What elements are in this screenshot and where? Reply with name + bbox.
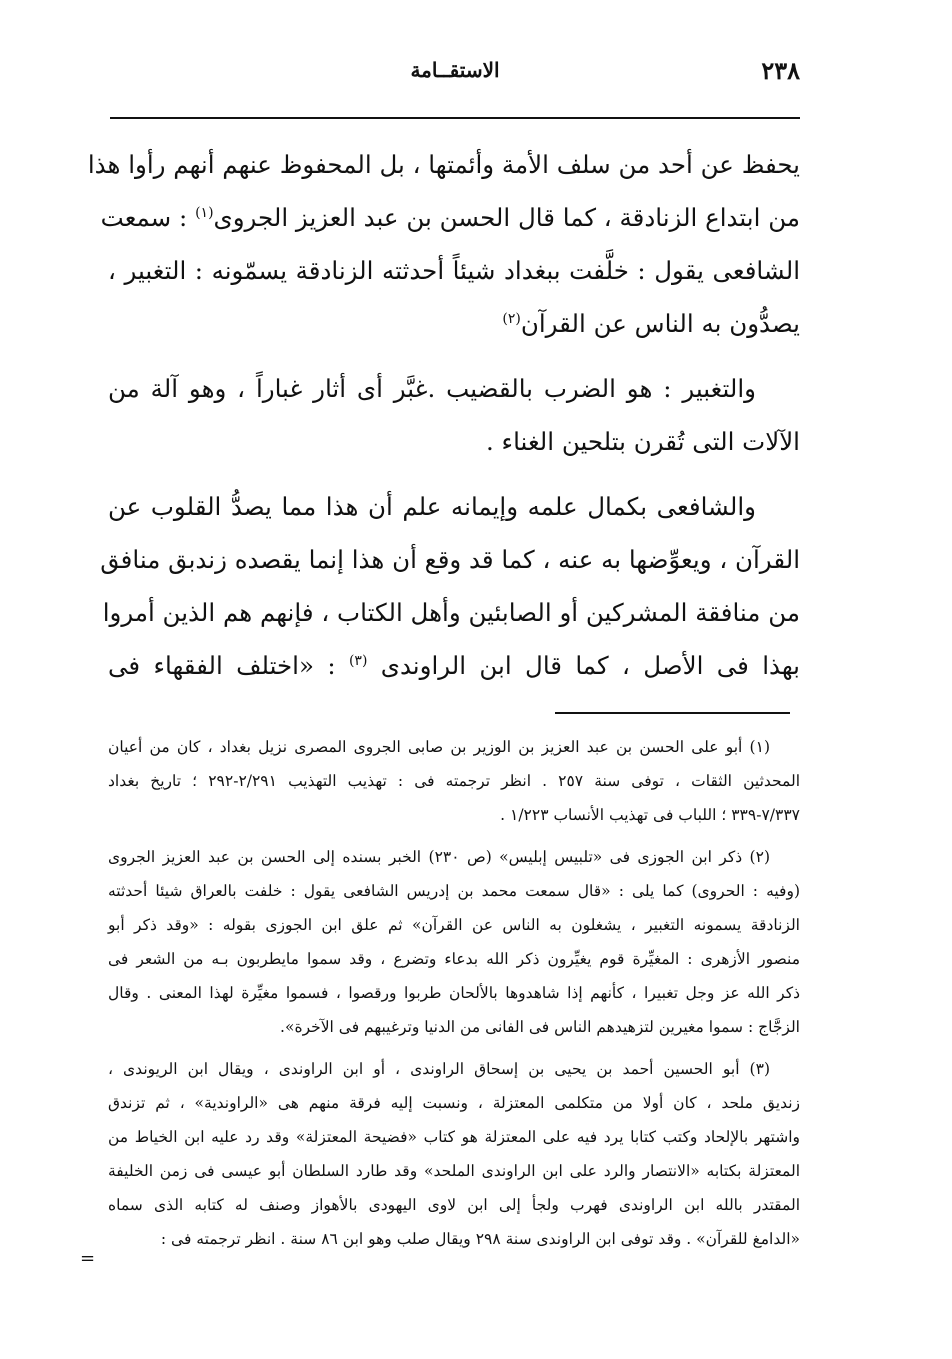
paragraph-2 bbox=[108, 362, 800, 468]
footnote-line: واشتهر بالإلحاد وكتب كتابا يرد فيه على المعتزلة هو كتاب «فضيحة المعتزلة» وقد رد عليه ابن الخياط من bbox=[108, 1128, 800, 1146]
footnote-2 bbox=[108, 840, 800, 1044]
footnotes bbox=[108, 730, 800, 1256]
text-line: من منافقة المشركين أو الصابئين وأهل الكتاب ، فإنهم هم الذين أمروا bbox=[102, 598, 800, 627]
text-line: والشافعى بكمال علمه وإيمانه علم أن هذا مما يصدُّ القلوب عن bbox=[108, 492, 756, 521]
paragraph-3 bbox=[100, 480, 800, 692]
text-line: الآلات التى تُقرن بتلحين الغناء . bbox=[485, 427, 800, 456]
footnote-line: ذكر الله عز وجل تغبيرا ، كأنهم إذا شاهدوها بالألحان طربوا ورقصوا ، فسموا مغيِّرة لهذا المعنى . وقال bbox=[108, 984, 800, 1002]
footnote-ref-2: (٢) bbox=[502, 310, 521, 327]
footnote-ref-1: (١) bbox=[195, 204, 214, 221]
footnote-line: (٣) أبو الحسين أحمد بن يحيى بن إسحاق الراوندى ، أو ابن الراوندى ، ويقال ابن الريوندى ، bbox=[108, 1060, 770, 1078]
text-line: يحفظ عن أحد من سلف الأمة وأئمتها ، بل المحفوظ عنهم أنهم رأوا هذا bbox=[87, 150, 800, 179]
text-segment: يصدُّون به الناس عن القرآن bbox=[520, 309, 800, 338]
footnote-line: الزجَّاج : سموا مغيرين لتزهيدهم الناس فى الفانى من الدنيا وترغيبهم فى الآخرة». bbox=[280, 1018, 800, 1036]
footnote-line: زنديق ملحد ، كان أولا من متكلمى المعتزلة ، ونسبت إليه فرقة منهم هى «الراوندية» ، ثم تزندق bbox=[108, 1094, 800, 1112]
text-segment: : سمعت bbox=[100, 203, 188, 232]
running-title: الاستقــامة bbox=[410, 58, 500, 82]
footnote-line: (٢) ذكر ابن الجوزى فى «تلبيس إبليس» (ص ٢٣٠) الخبر بسنده إلى الحسن بن عبد العزيز الجروى bbox=[108, 848, 770, 866]
footnote-line: (وفيه : الحروى) كما يلى : «قال سمعت محمد بن إدريس الشافعى يقول : خلفت بالعراق شيئا أحدثته bbox=[108, 882, 800, 900]
text-line bbox=[108, 297, 800, 350]
text-line bbox=[108, 639, 800, 692]
footnote-line: المعتزلة بكتابه «الانتصار والرد على ابن الراوندى الملحد» وقد طارد السلطان أبو عيسى فى زمن الخليفة bbox=[108, 1162, 800, 1180]
footnote-separator bbox=[555, 712, 790, 714]
text-segment: من ابتداع الزنادقة ، كما قال الحسن بن عبد العزيز الجروى bbox=[213, 203, 800, 232]
footnote-ref-3: (٣) bbox=[348, 652, 368, 669]
footnote-line: المحدثين الثقات ، توفى سنة ٢٥٧ . انظر ترجمته فى : تهذيب التهذيب ٢/٢٩١-٢٩٢ ؛ تاريخ بغداد bbox=[108, 772, 801, 790]
text-segment: : «اختلف الفقهاء فى bbox=[108, 651, 336, 680]
footnote-1 bbox=[108, 730, 800, 832]
text-line bbox=[100, 191, 800, 244]
footnote-line: (١) أبو على الحسن بن عبد العزيز بن الوزير بن صابى الجروى المصرى نزيل بغداد ، كان من أعيان bbox=[108, 738, 770, 756]
text-segment: بهذا فى الأصل ، كما قال ابن الراوندى bbox=[380, 651, 800, 680]
text-line: القرآن ، ويعوِّضها به عنه ، كما قد وقع أن هذا إنما يقصده زندبق منافق bbox=[100, 545, 800, 574]
footnote-line: الزنادقة يسمونه التغبير ، يشغلون به الناس عن القرآن» ثم علق ابن الجوزى بقوله : «وقد ذكر أبو bbox=[108, 916, 800, 934]
footnote-line: «الدامغ للقرآن» . وقد توفى ابن الراوندى سنة ٢٩٨ ويقال صلب وهو ابن ٨٦ سنة . انظر ترجمته فى : bbox=[160, 1230, 800, 1248]
main-text bbox=[87, 138, 800, 692]
footnote-3 bbox=[108, 1052, 800, 1256]
text-line: الشافعى يقول : خلَّفت ببغداد شيئاً أحدثته الزنادقة يسمّونه : التغبير ، bbox=[108, 256, 800, 285]
text-line: والتغبير : هو الضرب بالقضيب .غبَّر أى أثار غباراً ، وهو آلة من bbox=[108, 374, 756, 403]
footnote-line: المقتدر بالله ابن الراوندى فهرب ولجأ إلى ابن لاوى اليهودى بالأهواز وصنف له كتابه الذى سماه bbox=[108, 1196, 800, 1214]
footnote-line: ٧/٣٣٧-٣٣٩ ؛ اللباب فى تهذيب الأنساب ١/٢٢٣ . bbox=[500, 806, 800, 824]
continuation-mark: = bbox=[80, 1248, 96, 1269]
page-number: ٢٣٨ bbox=[761, 56, 800, 85]
header-rule bbox=[110, 117, 800, 119]
footnote-line: منصور الأزهرى : المغيِّرة قوم يغيِّرون ذكر الله بدعاء وتضرع ، وقد سموا مايطربون بـه من الشعر فى bbox=[108, 950, 800, 968]
paragraph-1 bbox=[87, 138, 800, 350]
page-header bbox=[110, 56, 800, 96]
